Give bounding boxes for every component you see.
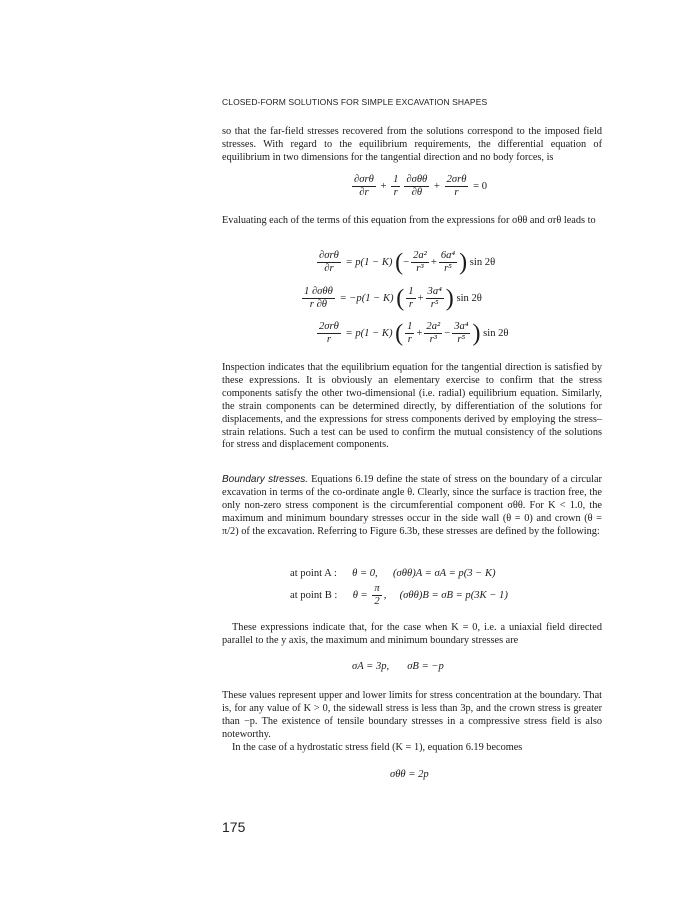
eq1-term2-coef: $\frac{1}{r}$: [393, 174, 399, 198]
point-b-label: at point B :: [290, 589, 338, 601]
paragraph-evaluating: Evaluating each of the terms of this equation from the expressions for σθθ and σrθ leads to: [222, 215, 596, 226]
point-b-row: at point B : θ = $\frac{\pi}{2}$ , (σθθ)B = σB = p(3K − 1): [290, 583, 508, 607]
eqset-line2: $\frac{\text{1 ∂σθθ}}{r \partial\theta}$ = −p(1 − K) ( $\frac{1}{r}$ + $\frac{\text{3a⁴}}{\text{r⁵}}$ ) sin 2θ: [304, 285, 482, 312]
paragraph-limits: These values represent upper and lower limits for stress concentration at the boundary. That is, for any value of K > 0, the sidewall stress is less than 3p, and the crown stress is greater than −p. The existence of tensile boundary stresses in a compressive stress field is also noteworthy.: [222, 690, 602, 740]
eq1-term3: $\frac{\text{2σrθ}}{r}$: [446, 174, 467, 198]
running-header: CLOSED-FORM SOLUTIONS FOR SIMPLE EXCAVATION SHAPES: [222, 97, 488, 107]
paragraph-inspection: Inspection indicates that the equilibrium equation for the tangential direction is satisfied by these expressions. It is obviously an elementary exercise to confirm that the stress components satisfy the other two-dimensional (i.e. radial) equilibrium equation. Similarly, the strain components can be determined directly, by differentiation of the solutions for displacements, and the expressions for stress components derived by employing the stress–strain relations. Such a test can be used to confirm the mutual consistency of the solutions for stress and displacement components.: [222, 362, 602, 451]
eq-hydrostatic: σθθ = 2p: [390, 769, 429, 780]
point-a-row: at point A : θ = 0, (σθθ)A = σA = p(3 − K): [290, 568, 496, 579]
eq1-term2: $\frac{\text{∂σθθ}}{\partial\theta}$: [406, 174, 428, 198]
eqset-line3: $\frac{\text{2σrθ}}{r}$ = p(1 − K) ( $\frac{1}{r}$ + $\frac{\text{2a²}}{\text{r³}}$ − $\frac{\text{3a⁴}}{\text{r⁵}}$ ) sin 2θ: [319, 320, 509, 347]
eqset-line1: $\frac{\text{∂σrθ}}{\partial r}$ = p(1 − K) (− $\frac{\text{2a²}}{\text{r³}}$ + $\frac{\text{6a⁴}}{\text{r⁵}}$ ) sin 2θ: [319, 249, 496, 276]
eq1-term1: $\frac{\text{∂σrθ}}{\partial r}$: [354, 174, 374, 198]
eq-sigma-a-b: σA = 3p, σB = −p: [352, 661, 444, 672]
page-number: 175: [222, 819, 246, 835]
paragraph-expressions: These expressions indicate that, for the case when K = 0, i.e. a uniaxial field directed parallel to the y axis, the maximum and minimum boundary stresses are: [222, 622, 602, 646]
paragraph-boundary-stresses: [222, 474, 602, 539]
equilibrium-equation: $\frac{\text{∂σrθ}}{\partial r}$ + $\frac{1}{r}$ $\frac{\text{∂σθθ}}{\partial\theta}$ + $\frac{\text{2σrθ}}{r}$ = 0: [354, 174, 487, 198]
boundary-stresses-text: Equations 6.19 define the state of stress on the boundary of a circular excavation in terms of the co-ordinate angle θ. Clearly, since the surface is traction free, the only non-zero stress component is the circumferential component σθθ. For K < 1.0, the maximum and minimum boundary stresses occur in the side wall (θ = 0) and crown (θ = π/2) of the excavation. Referring to Figure 6.3b, these stresses are defined by the following:: [222, 474, 602, 537]
paragraph-hydrostatic: In the case of a hydrostatic stress field (K = 1), equation 6.19 becomes: [232, 742, 523, 753]
point-a-label: at point A :: [290, 568, 337, 579]
section-lead: Boundary stresses.: [222, 474, 309, 485]
paragraph-far-field: so that the far-field stresses recovered from the solutions correspond to the imposed field stresses. With regard to the equilibrium requirements, the differential equation of equilibrium in two dimensions for the tangential direction and no body forces, is: [222, 126, 602, 163]
